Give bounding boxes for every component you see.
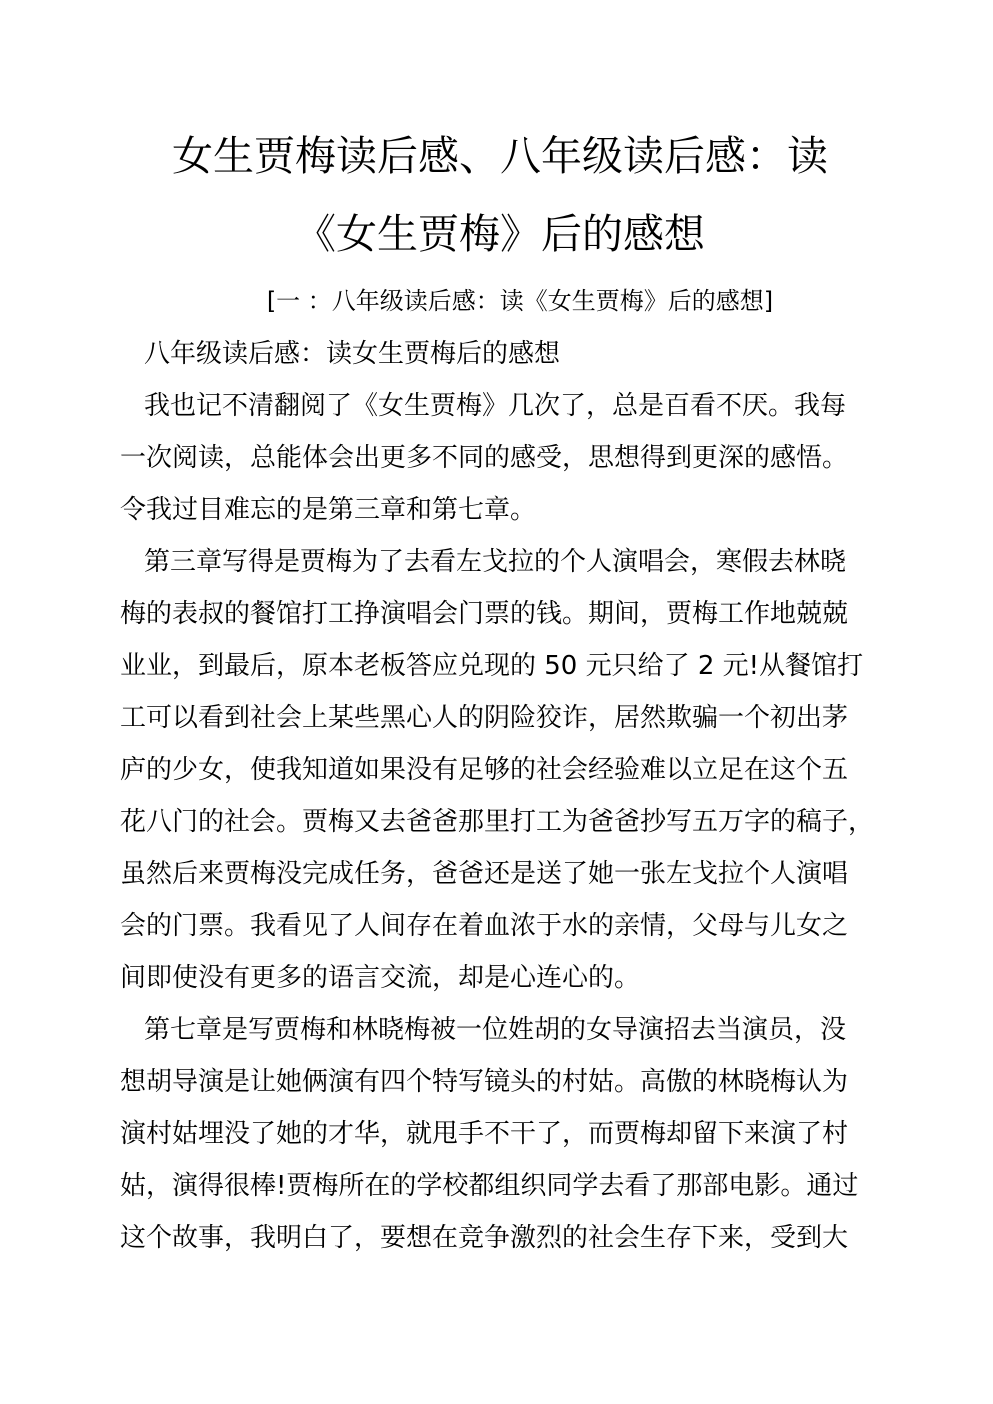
document-title-line-2: 《女生贾梅》后的感想: [295, 210, 705, 258]
paragraph-2-line: 业业，到最后，原本老板答应兑现的 50 元只给了 2 元!从餐馆打: [120, 651, 864, 681]
paragraph-2-line: 第三章写得是贾梅为了去看左戈拉的个人演唱会，寒假去林晓: [144, 547, 847, 577]
paragraph-3-line: 想胡导演是让她俩演有四个特写镜头的村姑。高傲的林晓梅认为: [120, 1067, 849, 1097]
paragraph-2-line: 梅的表叔的餐馆打工挣演唱会门票的钱。期间，贾梅工作地兢兢: [120, 599, 849, 629]
section-heading: 八年级读后感：读女生贾梅后的感想: [144, 339, 561, 369]
paragraph-2-line: 花八门的社会。贾梅又去爸爸那里打工为爸爸抄写五万字的稿子，: [120, 807, 875, 837]
paragraph-3-line: 演村姑埋没了她的才华，就甩手不干了，而贾梅却留下来演了村: [120, 1119, 849, 1149]
paragraph-1-line: 一次阅读，总能体会出更多不同的感受，思想得到更深的感悟。: [120, 443, 849, 473]
paragraph-3-line: 这个故事，我明白了，要想在竞争激烈的社会生存下来，受到大: [120, 1223, 849, 1253]
document-body: [120, 328, 880, 1264]
paragraph-3-line: 姑，演得很棒!贾梅所在的学校都组织同学去看了那部电影。通过: [120, 1171, 859, 1201]
paragraph-1-line: 令我过目难忘的是第三章和第七章。: [120, 495, 537, 525]
paragraph-2-line: 虽然后来贾梅没完成任务，爸爸还是送了她一张左戈拉个人演唱: [120, 859, 849, 889]
paragraph-2-line: 会的门票。我看见了人间存在着血浓于水的亲情，父母与儿女之: [120, 911, 849, 941]
paragraph-2-line: 庐的少女，使我知道如果没有足够的社会经验难以立足在这个五: [120, 755, 849, 785]
paragraph-3-line: 第七章是写贾梅和林晓梅被一位姓胡的女导演招去当演员，没: [144, 1015, 847, 1045]
paragraph-1-line: 我也记不清翻阅了《女生贾梅》几次了，总是百看不厌。我每: [144, 391, 847, 421]
document-title-line-1: 女生贾梅读后感、八年级读后感：读: [172, 132, 828, 180]
paragraph-2-line: 间即使没有更多的语言交流，却是心连心的。: [120, 963, 641, 993]
paragraph-2-line: 工可以看到社会上某些黑心人的阴险狡诈，居然欺骗一个初出茅: [120, 703, 849, 733]
section-subtitle: [一 ：八年级读后感：读《女生贾梅》后的感想]: [266, 287, 774, 315]
